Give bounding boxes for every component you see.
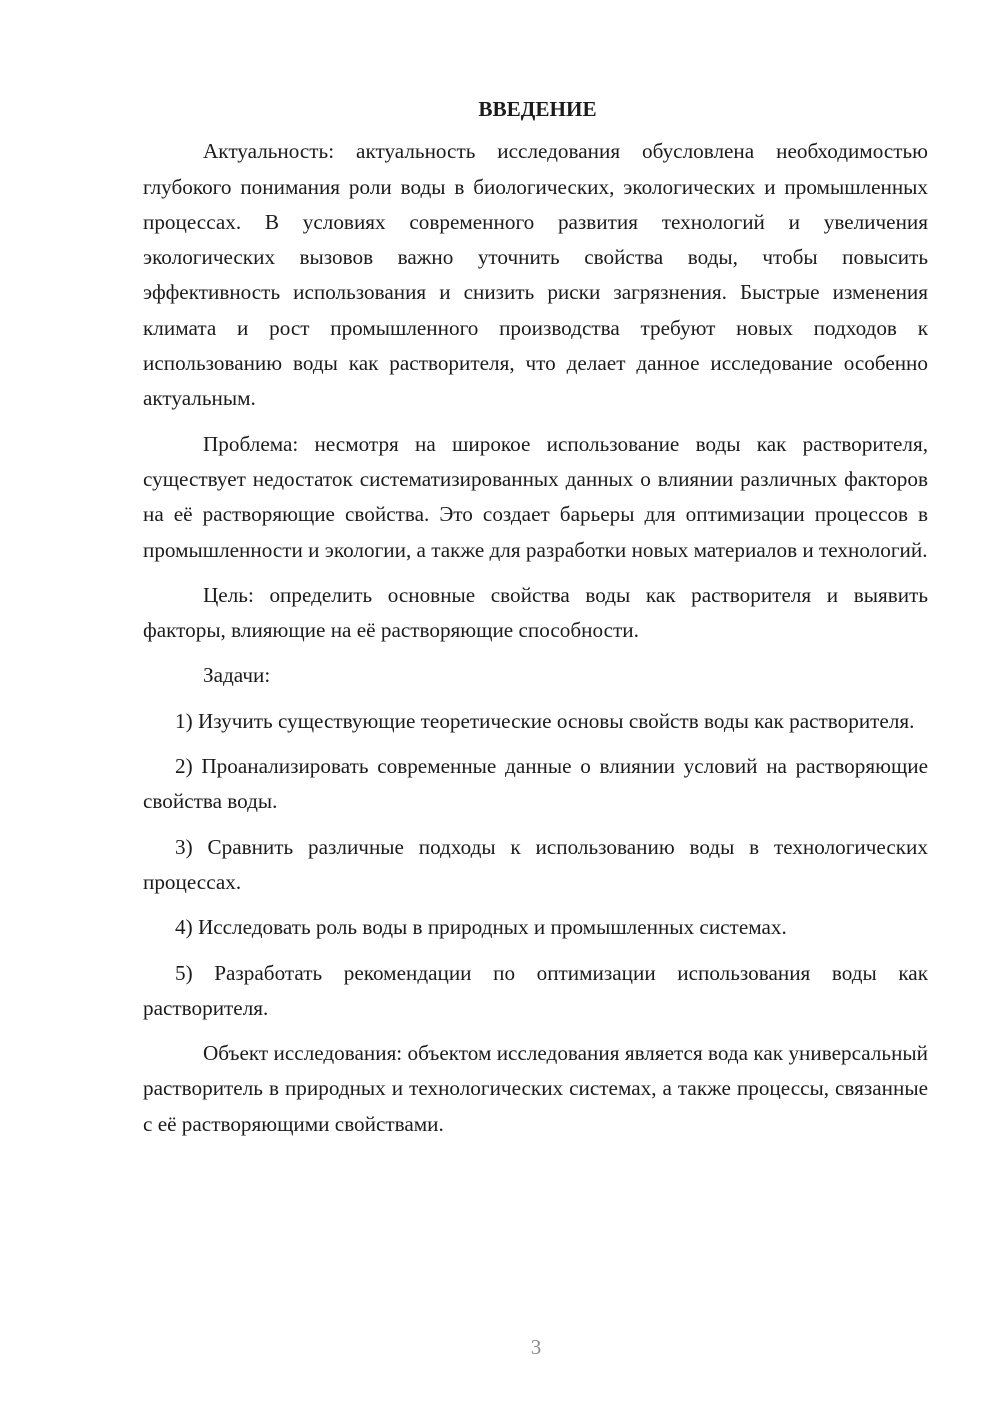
problem-paragraph: Проблема: несмотря на широкое использование воды как растворителя, существует недостаток систематизированных данных о влиянии различных факторов на её растворяющие свойства. Это создает барьеры для оптимизации процессов в промышленности и экологии, а также для разработки новых материалов и технологий.: [143, 431, 928, 562]
goal-paragraph: Цель: определить основные свойства воды как растворителя и выявить факторы, влияющие на её растворяющие способности.: [143, 582, 928, 643]
page-number: 3: [530, 1335, 542, 1359]
section-title: ВВЕДЕНИЕ: [478, 97, 597, 121]
object-paragraph: Объект исследования: объектом исследования является вода как универсальный растворитель в природных и технологических системах, а также процессы, связанные с её растворяющими свойствами.: [143, 1041, 928, 1136]
tasks-list: [143, 704, 928, 1026]
task-item: 2) Проанализировать современные данные о влиянии условий на растворяющие свойства воды.: [143, 754, 928, 814]
relevance-paragraph: Актуальность: актуальность исследования обусловлена необходимостью глубокого понимания роли воды в биологических, экологических и промышленных процессах. В условиях современного развития технологий и увеличения экологических вызовов важно уточнить свойства воды, чтобы повысить эффективность использования и снизить риски загрязнения. Быстрые изменения климата и рост промышленного производства требуют новых подходов к использованию воды как растворителя, что делает данное исследование особенно актуальным.: [143, 139, 928, 411]
task-item: 5) Разработать рекомендации по оптимизации использования воды как растворителя.: [143, 960, 928, 1020]
document-page: [143, 92, 928, 1142]
task-item: 1) Изучить существующие теоретические основы свойств воды как растворителя.: [175, 708, 915, 733]
task-item: 4) Исследовать роль воды в природных и промышленных системах.: [175, 915, 787, 940]
task-item: 3) Сравнить различные подходы к использованию воды в технологических процессах.: [143, 834, 928, 894]
tasks-heading: Задачи:: [203, 663, 271, 688]
